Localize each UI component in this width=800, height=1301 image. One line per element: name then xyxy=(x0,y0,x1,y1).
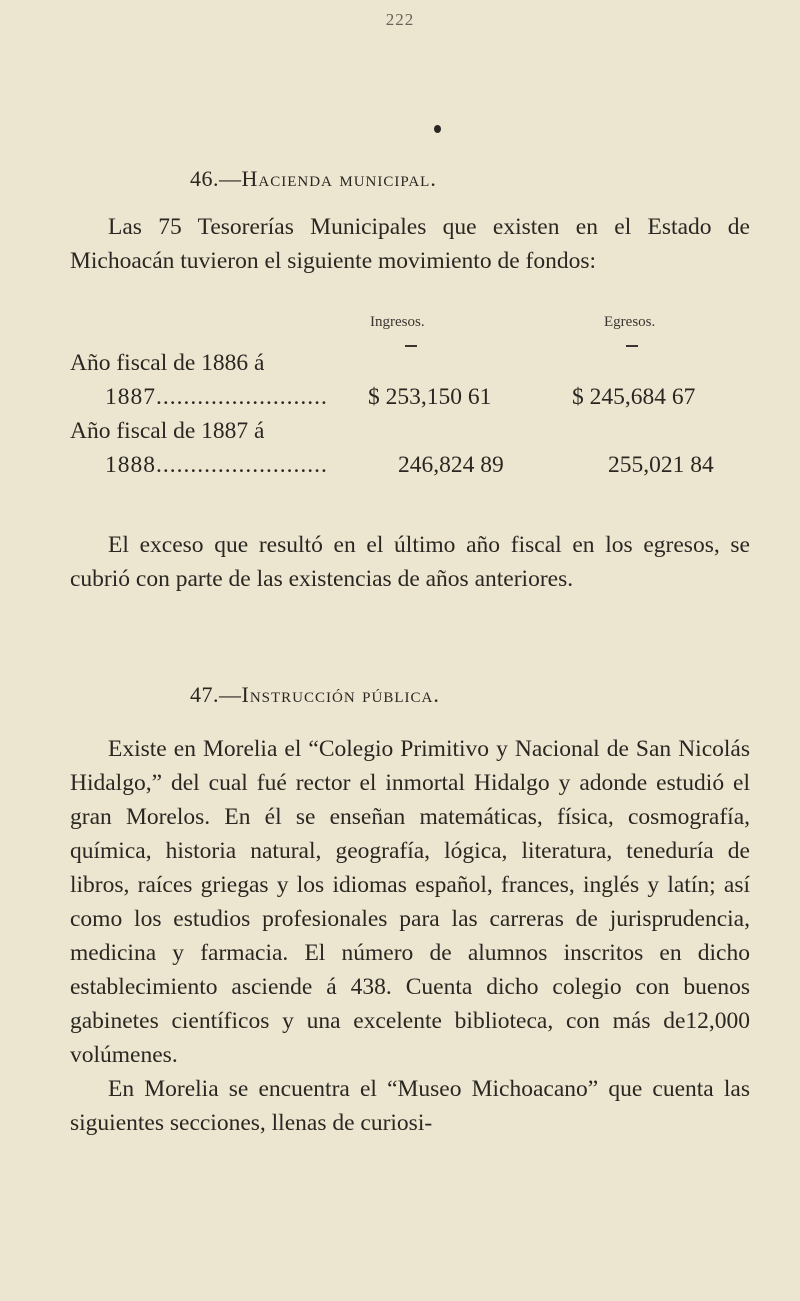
section-47-heading xyxy=(190,682,440,708)
section-46-intro xyxy=(70,210,750,278)
section-47-paragraph-2: En Morelia se encuentra el “Museo Michoacano” que cuenta las siguientes secciones, llenas de curiosi- xyxy=(70,1076,750,1136)
section-47-paragraph-1: Existe en Morelia el “Colegio Primitivo y Nacional de San Nicolás Hidalgo,” del cual fué rector el inmortal Hidalgo y adonde estudió el gran Morelos. En él se enseñan matemáticas, física, cosmografía, química, historia natural, geografía, lógica, literatura, teneduría de libros, raíces griegas y los idiomas español, frances, inglés y latín; así como los estudios profesionales para las carreras de jurisprudencia, medicina y farmacia. El número de alumnos inscritos en dicho establecimiento asciende á 438. Cuenta dicho colegio con buenos gabinetes científicos y una excelente biblioteca, con más de12,000 volúmenes. xyxy=(70,736,750,1068)
row-2-label-line1: Año fiscal de 1887 á xyxy=(70,418,265,444)
section-46-closing-text: El exceso que resultó en el último año fiscal en los egresos, se cubrió con parte de las existencias de años anteriores. xyxy=(70,532,750,592)
section-47-number: 47.— xyxy=(190,682,242,707)
row-1-egresos: $ 245,684 67 xyxy=(572,384,696,410)
header-ingresos: Ingresos. xyxy=(370,314,425,330)
header-egresos-underline xyxy=(626,345,638,347)
section-46-title: Hacienda municipal. xyxy=(241,166,437,191)
row-1-ingresos: $ 253,150 61 xyxy=(368,384,492,410)
row-1-label-line2: 1887......................... xyxy=(105,384,328,410)
section-46-number: 46.— xyxy=(190,166,242,191)
header-ingresos-underline xyxy=(405,345,417,347)
row-2-label-line2: 1888......................... xyxy=(105,452,328,478)
section-46-closing xyxy=(70,528,750,596)
section-46-heading xyxy=(190,166,437,192)
printer-dot xyxy=(434,125,441,133)
row-2-ingresos: 246,824 89 xyxy=(398,452,504,478)
row-1-label-line1: Año fiscal de 1886 á xyxy=(70,350,265,376)
page-number: 222 xyxy=(385,10,415,29)
section-47-title: Instrucción pública. xyxy=(241,682,440,707)
row-2-egresos: 255,021 84 xyxy=(608,452,714,478)
section-46-intro-text: Las 75 Tesorerías Municipales que existen en el Estado de Michoacán tuvieron el siguiente movimiento de fondos: xyxy=(70,214,750,274)
header-egresos: Egresos. xyxy=(604,314,656,330)
section-47-body xyxy=(70,732,750,1140)
